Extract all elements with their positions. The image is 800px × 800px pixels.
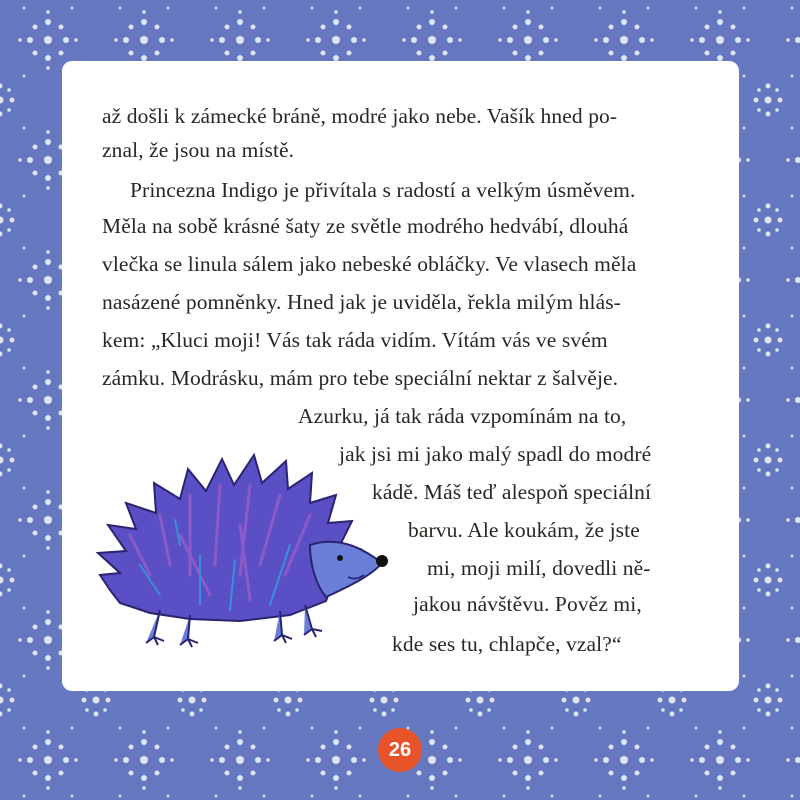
text-line: až došli k zámecké bráně, modré jako nebe. Vašík hned po- bbox=[102, 104, 618, 128]
text-line: Měla na sobě krásné šaty ze světle modrého hedvábí, dlouhá bbox=[102, 214, 629, 238]
page-number-badge: 26 bbox=[378, 728, 422, 772]
text-line: jakou návštěvu. Pověz mi, bbox=[413, 592, 642, 616]
text-line: vlečka se linula sálem jako nebeské obláčky. Ve vlasech měla bbox=[102, 252, 637, 276]
text-line: nasázené pomněnky. Hned jak je uviděla, řekla milým hlás- bbox=[102, 290, 621, 314]
text-line: kde ses tu, chlapče, vzal?“ bbox=[392, 632, 622, 656]
text-line: kem: „Kluci moji! Vás tak ráda vidím. Vítám vás ve svém bbox=[102, 328, 608, 352]
text-line: mi, moji milí, dovedli ně- bbox=[427, 556, 651, 580]
hedgehog-icon bbox=[90, 425, 420, 665]
text-line: kádě. Máš teď alespoň speciální bbox=[372, 480, 652, 504]
text-line: Princezna Indigo je přivítala s radostí a velkým úsměvem. bbox=[130, 178, 636, 202]
text-line: znal, že jsou na místě. bbox=[102, 138, 295, 162]
text-line: barvu. Ale koukám, že jste bbox=[408, 518, 640, 542]
text-line: jak jsi mi jako malý spadl do modré bbox=[339, 442, 652, 466]
text-line: Azurku, já tak ráda vzpomínám na to, bbox=[298, 404, 627, 428]
text-line: zámku. Modrásku, mám pro tebe speciální nektar z šalvěje. bbox=[102, 366, 619, 390]
